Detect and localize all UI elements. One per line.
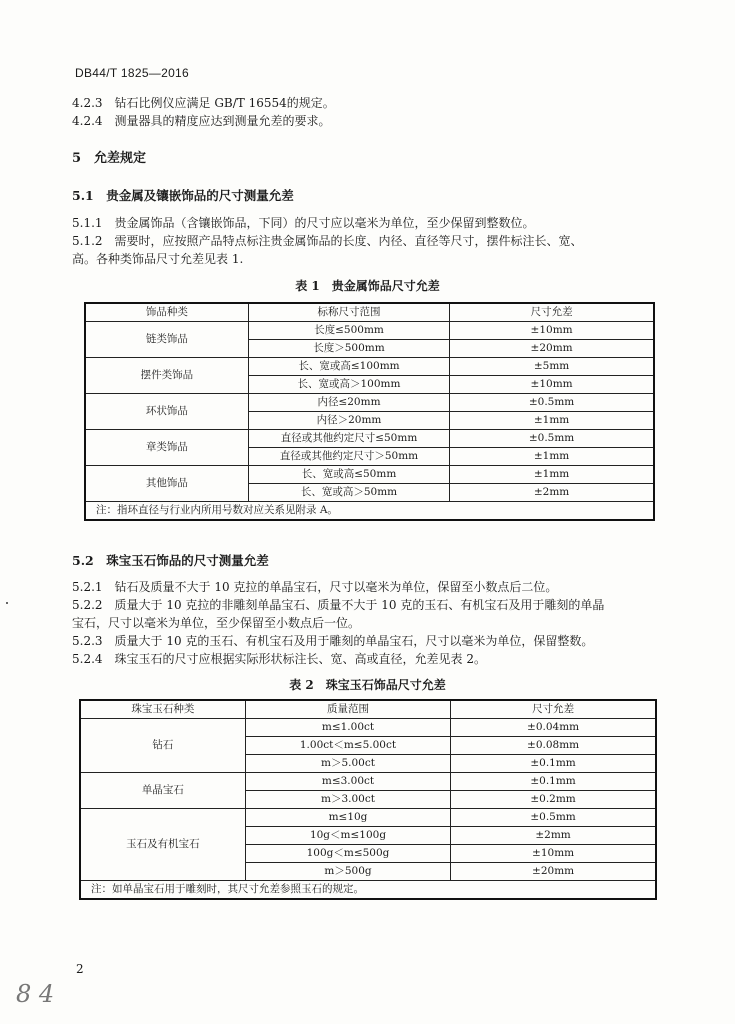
table1-note-row: [85, 502, 654, 521]
table1-tolerance-cell: ±10mm: [450, 376, 654, 394]
table1-tolerance-cell: ±10mm: [450, 322, 654, 340]
table1-range-cell: 长、宽或高＞100mm: [248, 376, 449, 394]
table2-note-row: [80, 881, 656, 900]
table2-tolerance-cell: ±10mm: [451, 845, 656, 863]
handwritten-mark: 8 4: [16, 980, 55, 1008]
table1-note: 注：指环直径与行业内所用号数对应关系见附录 A。: [85, 502, 654, 521]
section-5-title: 5 允差规定: [72, 151, 147, 166]
clause-5-1-2-line2: 高。各种类饰品尺寸允差见表 1.: [72, 252, 244, 266]
table2-range-cell: m＞3.00ct: [245, 791, 450, 809]
table2-range-cell: m≤10g: [245, 809, 450, 827]
table1-tolerance-cell: ±1mm: [450, 412, 654, 430]
clause-5-2-2-line2: 宝石，尺寸以毫米为单位，至少保留至小数点后一位。: [72, 616, 361, 630]
table2-header-cell: 珠宝玉石种类: [80, 700, 245, 719]
table2-tolerance-cell: ±0.1mm: [451, 755, 656, 773]
table2-category-cell: 单晶宝石: [80, 773, 245, 809]
page-number: 2: [76, 962, 84, 976]
table2-range-cell: m≤1.00ct: [245, 719, 450, 737]
table-row: [85, 466, 654, 484]
table1-range-cell: 长度＞500mm: [248, 340, 449, 358]
table1-header-cell: 饰品种类: [85, 303, 248, 322]
clause-5-1-1: 5.1.1 贵金属饰品（含镶嵌饰品，下同）的尺寸应以毫米为单位，至少保留到整数位。: [72, 216, 535, 230]
table2-tolerance-cell: ±0.5mm: [451, 809, 656, 827]
table-row: [85, 358, 654, 376]
table1-caption: 表 1 贵金属饰品尺寸允差: [295, 279, 440, 293]
table2-tolerance-cell: ±2mm: [451, 827, 656, 845]
table1-range-cell: 长度≤500mm: [248, 322, 449, 340]
table2-tolerance-cell: ±0.08mm: [451, 737, 656, 755]
table-row: [80, 719, 656, 737]
table2-tolerance-cell: ±0.1mm: [451, 773, 656, 791]
table2-caption: 表 2 珠宝玉石饰品尺寸允差: [289, 678, 446, 692]
table2-range-cell: 10g＜m≤100g: [245, 827, 450, 845]
table1: [84, 302, 655, 521]
table2-note: 注：如单晶宝石用于雕刻时，其尺寸允差参照玉石的规定。: [80, 881, 656, 900]
table1-tolerance-cell: ±20mm: [450, 340, 654, 358]
table-row: [85, 322, 654, 340]
clause-5-2-4: 5.2.4 珠宝玉石的尺寸应根据实际形状标注长、宽、高或直径，允差见表 2。: [72, 652, 486, 666]
table1-header-cell: 标称尺寸范围: [248, 303, 449, 322]
table1-range-cell: 长、宽或高≤50mm: [248, 466, 449, 484]
table2-range-cell: m≤3.00ct: [245, 773, 450, 791]
table1-tolerance-cell: ±1mm: [450, 448, 654, 466]
table2-header-cell: 质量范围: [245, 700, 450, 719]
table1-tolerance-cell: ±1mm: [450, 466, 654, 484]
table1-range-cell: 长、宽或高≤100mm: [248, 358, 449, 376]
table1-category-cell: 章类饰品: [85, 430, 248, 466]
clause-5-1-2-line1: 5.1.2 需要时，应按照产品特点标注贵金属饰品的长度、内径、直径等尺寸，摆件标注长、宽、: [72, 234, 583, 248]
table2-header-cell: 尺寸允差: [451, 700, 656, 719]
table2-range-cell: m＞500g: [245, 863, 450, 881]
table1-header-cell: 尺寸允差: [450, 303, 654, 322]
table1-range-cell: 直径或其他约定尺寸≤50mm: [248, 430, 449, 448]
table2-category-cell: 玉石及有机宝石: [80, 809, 245, 881]
table2-category-cell: 钻石: [80, 719, 245, 773]
table1-category-cell: 摆件类饰品: [85, 358, 248, 394]
table2-tolerance-cell: ±20mm: [451, 863, 656, 881]
document-header: DB44/T 1825—2016: [75, 66, 189, 80]
clause-4-2-4: 4.2.4 测量器具的精度应达到测量允差的要求。: [72, 114, 331, 128]
scan-speck: [6, 602, 8, 604]
table1-tolerance-cell: ±5mm: [450, 358, 654, 376]
table1-range-cell: 内径≤20mm: [248, 394, 449, 412]
clause-4-2-3: 4.2.3 钻石比例仪应满足 GB/T 16554的规定。: [72, 96, 335, 110]
table1-category-cell: 环状饰品: [85, 394, 248, 430]
table-row: [85, 430, 654, 448]
table2-header-row: [80, 700, 656, 719]
table1-range-cell: 长、宽或高＞50mm: [248, 484, 449, 502]
table1-tolerance-cell: ±0.5mm: [450, 394, 654, 412]
clause-5-2-3: 5.2.3 质量大于 10 克的玉石、有机宝石及用于雕刻的单晶宝石，尺寸以毫米为单位，保留整数。: [72, 634, 594, 648]
table2: [79, 699, 657, 900]
table1-category-cell: 链类饰品: [85, 322, 248, 358]
section-5-1-title: 5.1 贵金属及镶嵌饰品的尺寸测量允差: [72, 188, 294, 203]
table1-category-cell: 其他饰品: [85, 466, 248, 502]
table2-range-cell: 100g＜m≤500g: [245, 845, 450, 863]
clause-5-2-1: 5.2.1 钻石及质量不大于 10 克拉的单晶宝石，尺寸以毫米为单位，保留至小数点后二位。: [72, 580, 558, 594]
section-5-2-title: 5.2 珠宝玉石饰品的尺寸测量允差: [72, 553, 269, 568]
table2-tolerance-cell: ±0.2mm: [451, 791, 656, 809]
table1-tolerance-cell: ±0.5mm: [450, 430, 654, 448]
table-row: [85, 394, 654, 412]
table2-tolerance-cell: ±0.04mm: [451, 719, 656, 737]
table1-range-cell: 内径＞20mm: [248, 412, 449, 430]
table2-range-cell: 1.00ct＜m≤5.00ct: [245, 737, 450, 755]
table-row: [80, 809, 656, 827]
table1-tolerance-cell: ±2mm: [450, 484, 654, 502]
clause-5-2-2-line1: 5.2.2 质量大于 10 克拉的非雕刻单晶宝石、质量不大于 10 克的玉石、有机宝石及用于雕刻的单晶: [72, 598, 605, 612]
table-row: [80, 773, 656, 791]
table1-header-row: [85, 303, 654, 322]
table1-range-cell: 直径或其他约定尺寸＞50mm: [248, 448, 449, 466]
table2-range-cell: m＞5.00ct: [245, 755, 450, 773]
